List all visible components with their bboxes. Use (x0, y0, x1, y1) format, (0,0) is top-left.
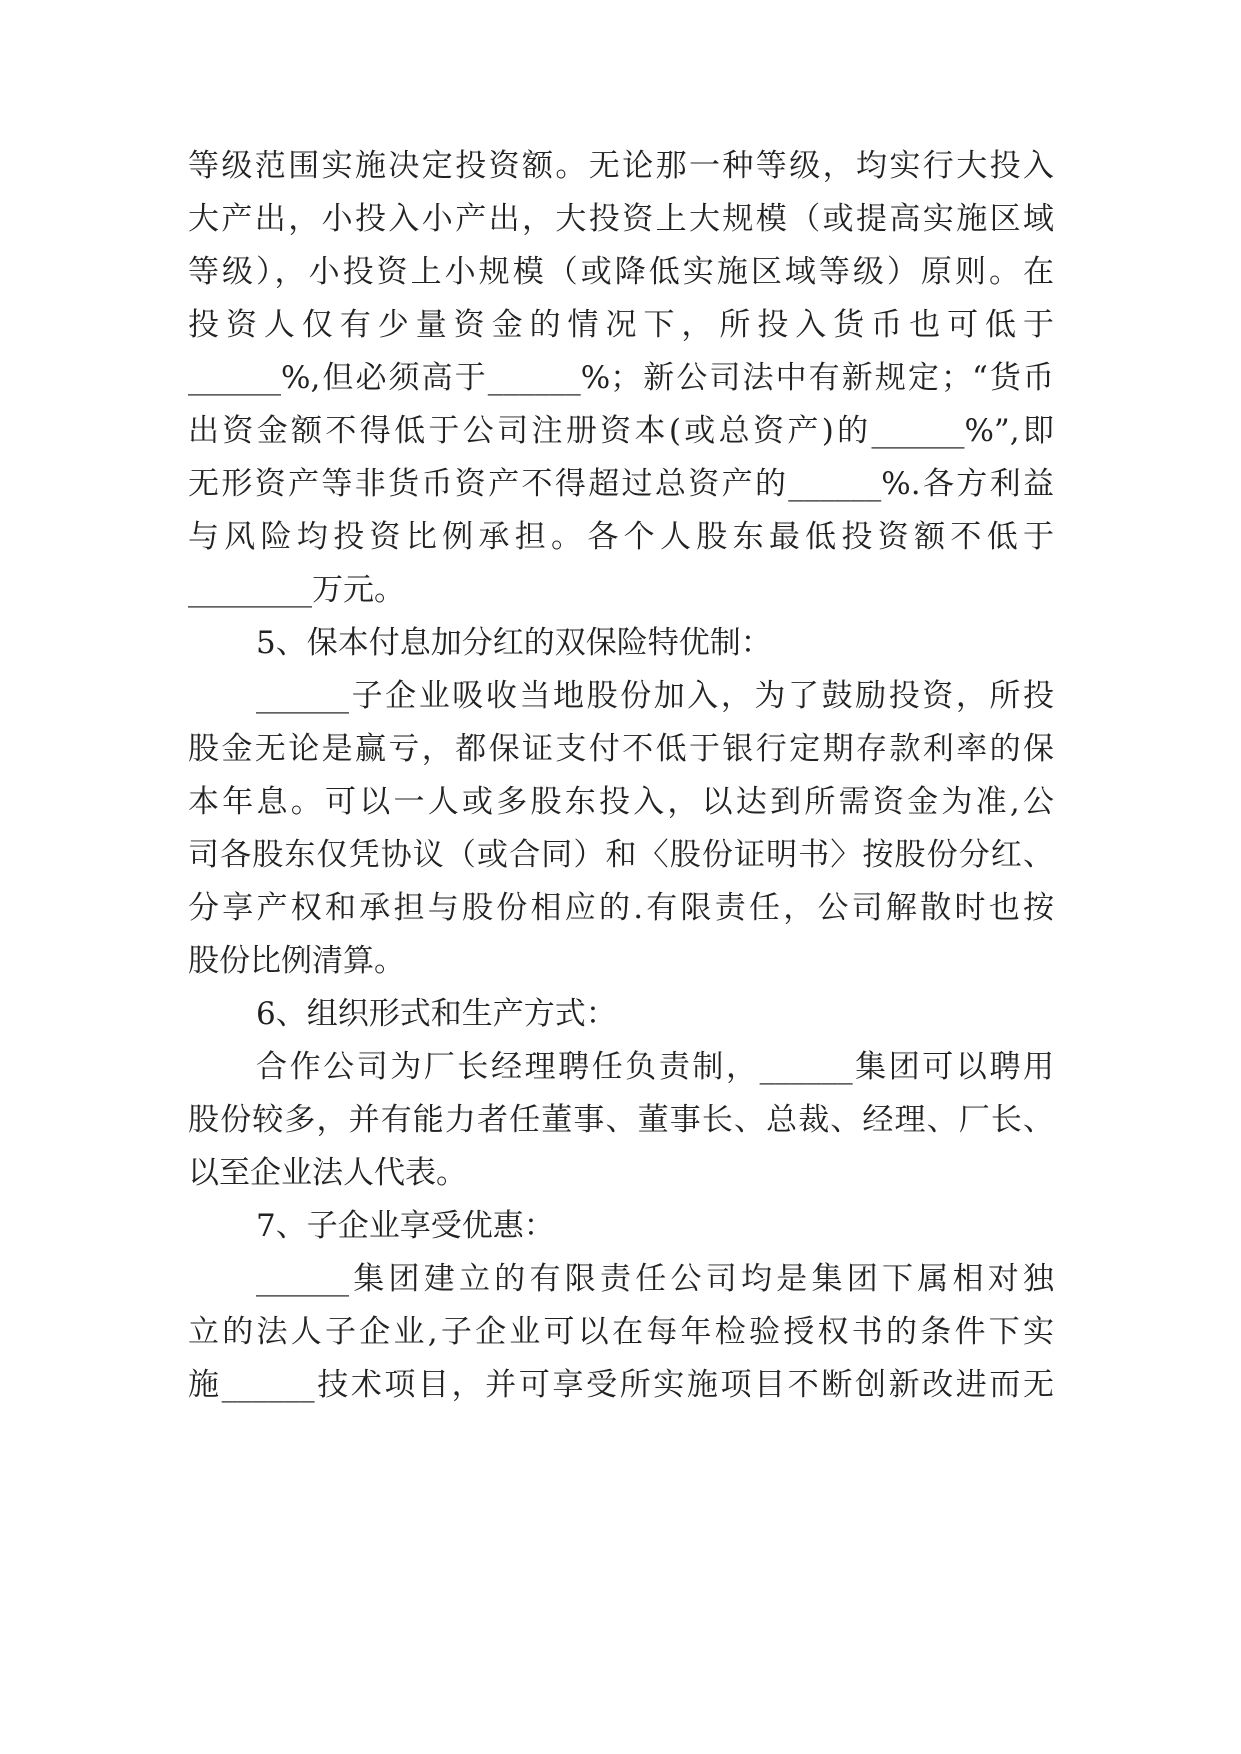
text-line: 无形资产等非货币资产不得超过总资产的______%.各方利益 (188, 466, 1054, 502)
text-line: ______%,但必须高于______%；新公司法中有新规定；“货币 (188, 360, 1054, 396)
text-line: 立的法人子企业,子企业可以在每年检验授权书的条件下实 (188, 1314, 1054, 1350)
text-line: 合作公司为厂长经理聘任负责制，______集团可以聘用 (256, 1049, 1054, 1085)
text-line: ______子企业吸收当地股份加入，为了鼓励投资，所投 (256, 678, 1054, 714)
text-line: 股金无论是赢亏，都保证支付不低于银行定期存款利率的保 (188, 731, 1054, 767)
text-line: 股份较多，并有能力者任董事、董事长、总裁、经理、厂长、 (188, 1102, 1054, 1138)
text-line: ________万元。 (188, 572, 405, 608)
text-line: 股份比例清算。 (188, 943, 405, 979)
text-line: 施______技术项目，并可享受所实施项目不断创新改进而无 (188, 1367, 1054, 1403)
text-line: 投资人仅有少量资金的情况下，所投入货币也可低于 (188, 307, 1054, 343)
section-heading: 6、组织形式和生产方式： (256, 996, 617, 1032)
section-heading: 5、保本付息加分红的双保险特优制： (256, 625, 772, 661)
text-line: 大产出，小投入小产出，大投资上大规模（或提高实施区域 (188, 201, 1054, 237)
text-line: ______集团建立的有限责任公司均是集团下属相对独 (256, 1261, 1054, 1297)
text-line: 与风险均投资比例承担。各个人股东最低投资额不低于 (188, 519, 1054, 555)
text-line: 以至企业法人代表。 (188, 1155, 467, 1191)
text-line: 本年息。可以一人或多股东投入，以达到所需资金为准,公 (188, 784, 1054, 820)
text-line: 分享产权和承担与股份相应的.有限责任，公司解散时也按 (188, 890, 1054, 926)
text-line: 等级），小投资上小规模（或降低实施区域等级）原则。在 (188, 254, 1054, 290)
section-heading: 7、子企业享受优惠： (256, 1208, 555, 1244)
text-line: 出资金额不得低于公司注册资本(或总资产)的______%”,即 (188, 413, 1054, 449)
text-line: 司各股东仅凭协议（或合同）和〈股份证明书〉按股份分红、 (188, 837, 1054, 873)
text-line: 等级范围实施决定投资额。无论那一种等级，均实行大投入 (188, 148, 1054, 184)
